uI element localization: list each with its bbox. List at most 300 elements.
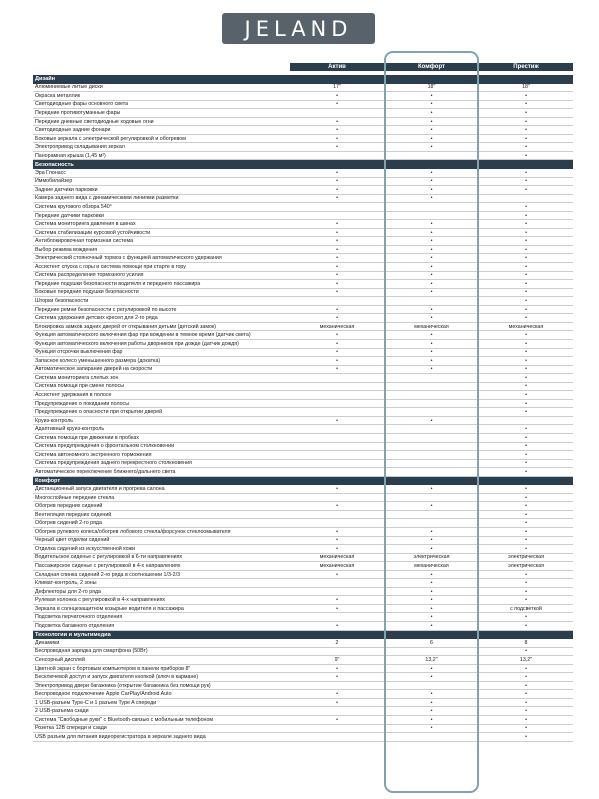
feature-value: •: [336, 332, 338, 339]
feature-value: электрическая: [508, 554, 544, 561]
feature-value: •: [525, 674, 527, 681]
feature-name: Передние подушки безопасности водителя и переднего пассажира: [35, 280, 201, 287]
feature-value: •: [525, 280, 527, 287]
feature-value: •: [336, 272, 338, 279]
feature-value: 2: [335, 639, 339, 646]
section-title: Технологии и мультимедиа: [35, 631, 111, 638]
feature-value: •: [336, 101, 338, 108]
table-row: [33, 254, 573, 263]
table-row: [33, 357, 573, 366]
feature-name: Черный цвет отделки сидений: [35, 537, 110, 544]
feature-value: •: [525, 169, 527, 176]
feature-name: Бесключевой доступ и запуск двигателя кнопкой (ключ в кармане): [35, 674, 199, 681]
table-row: [33, 716, 573, 725]
feature-value: •: [336, 691, 338, 698]
table-row: [33, 528, 573, 537]
feature-value: •: [336, 537, 338, 544]
feature-value: •: [336, 238, 338, 245]
feature-value: •: [336, 92, 338, 99]
brand-logo: JELAND: [222, 13, 375, 44]
feature-value: •: [525, 434, 527, 441]
feature-value: •: [430, 255, 433, 262]
feature-name: Система предупреждения о фронтальном столкновении: [35, 443, 175, 450]
feature-value: •: [525, 503, 527, 510]
table-row: [33, 417, 573, 426]
feature-name: Запасное колесо уменьшенного размера (докатка): [35, 357, 161, 364]
feature-value: •: [336, 699, 338, 706]
table-row: [33, 186, 573, 195]
table-row: [33, 109, 573, 118]
table-row: [33, 699, 573, 708]
feature-value: •: [430, 605, 433, 612]
feature-value: 6: [430, 639, 433, 646]
feature-name: Предупреждение о покидании полосы: [35, 400, 130, 407]
table-row: [33, 391, 573, 400]
feature-name: Боковые зеркала с электрической регулировкой и обогревом: [35, 135, 186, 142]
feature-value: •: [430, 614, 433, 621]
feature-value: •: [430, 332, 433, 339]
feature-name: Ассистент удержания в полосе: [35, 392, 112, 399]
table-row: [33, 289, 573, 298]
feature-name: Подсветка багажного отделения: [35, 622, 115, 629]
feature-value: •: [336, 263, 338, 270]
table-row: [33, 562, 573, 571]
feature-value: •: [525, 306, 527, 313]
feature-name: Рулевая колонка с регулировкой в 4-х направлениях: [35, 597, 166, 604]
feature-value: •: [525, 614, 527, 621]
feature-name: Адаптивный круиз-контроль: [35, 426, 105, 433]
table-row: [33, 519, 573, 528]
table-row: [33, 511, 573, 520]
feature-value: •: [336, 127, 338, 134]
feature-value: •: [525, 298, 527, 304]
feature-value: •: [525, 118, 527, 125]
section-header: [33, 477, 573, 486]
table-row: [33, 613, 573, 622]
feature-name: Отделка сидений из искусственной кожи: [35, 545, 135, 552]
table-row: [33, 451, 573, 460]
table-row: [33, 494, 573, 503]
feature-name: Зеркала в солнцезащитном козырьке водителя и пассажира: [35, 605, 184, 612]
feature-name: Передние противотуманные фары: [35, 109, 121, 116]
table-row: [33, 460, 573, 469]
feature-name: Климат-контроль, 2 зоны: [35, 580, 97, 587]
feature-value: •: [430, 597, 433, 604]
table-row: [33, 349, 573, 358]
feature-value: •: [336, 144, 338, 151]
feature-value: •: [525, 699, 527, 706]
feature-value: •: [525, 520, 527, 527]
feature-value: •: [336, 195, 338, 202]
feature-name: Дистанционный запуск двигателя и прогрева салона: [35, 486, 165, 493]
feature-value: •: [430, 571, 433, 578]
table-row: [33, 443, 573, 452]
feature-value: •: [525, 92, 527, 99]
feature-value: •: [525, 622, 527, 629]
feature-name: Алюминиевые литые диски: [35, 84, 103, 91]
feature-value: •: [336, 716, 338, 723]
feature-value: •: [525, 101, 527, 108]
trim-column-prestizh: Престиж: [513, 64, 539, 70]
table-row: [33, 280, 573, 289]
feature-value: •: [336, 229, 338, 236]
feature-value: •: [430, 674, 433, 681]
feature-value: •: [430, 178, 433, 185]
feature-name: Система "Свободные руки" с Bluetooth-связью с мобильным телефоном: [35, 716, 214, 723]
table-row: [33, 169, 573, 178]
feature-value: •: [525, 144, 527, 151]
feature-value: •: [525, 392, 527, 399]
feature-name: 2 USB-разъема сзади: [35, 708, 89, 715]
table-row: [33, 554, 573, 563]
table-row: [33, 246, 573, 255]
feature-value: 13,2": [425, 656, 438, 663]
feature-value: •: [525, 152, 527, 159]
feature-name: Ассистент спуска с горы и система помощи при старте в гору: [35, 263, 186, 270]
feature-value: •: [525, 135, 527, 142]
feature-value: •: [430, 622, 433, 629]
feature-value: 13,2": [519, 656, 533, 663]
feature-value: •: [430, 109, 433, 116]
table-row: [33, 203, 573, 212]
feature-name: Система распределения тормозного усилия: [35, 272, 144, 279]
feature-value: •: [430, 144, 433, 151]
feature-name: Беспроводное подключение Apple CarPlay/Android Auto: [35, 691, 172, 698]
feature-value: •: [525, 315, 527, 322]
feature-name: Динамики: [35, 639, 60, 646]
feature-name: Система удержания детских кресел для 2-го ряда: [35, 315, 158, 322]
feature-name: Функция автоматического включения фар при вождении в темное время (датчик света): [35, 332, 251, 339]
feature-name: Система мониторинга давления в шинах: [35, 221, 136, 228]
trim-column-aktiv: Актив: [328, 64, 346, 70]
table-row: [33, 92, 573, 101]
feature-name: Задние датчики парковки: [35, 186, 98, 193]
feature-value: электрическая: [413, 554, 450, 561]
table-row: [33, 323, 573, 332]
feature-value: •: [430, 186, 433, 193]
feature-value: •: [525, 409, 527, 416]
feature-value: •: [430, 169, 433, 176]
feature-name: Иммобилайзер: [35, 178, 73, 185]
feature-name: Розетка 12В спереди и сзади: [35, 725, 107, 732]
feature-value: •: [430, 195, 433, 202]
feature-value: •: [525, 528, 527, 535]
table-row: [33, 656, 573, 665]
feature-value: 8: [524, 639, 528, 646]
feature-name: Обогрев сидений 2-го ряда: [35, 520, 102, 527]
table-row: [33, 340, 573, 349]
table-row: [33, 502, 573, 511]
feature-value: •: [336, 545, 338, 552]
feature-value: •: [430, 528, 433, 535]
feature-value: механическая: [319, 323, 355, 330]
table-row: [33, 212, 573, 221]
feature-value: •: [525, 665, 527, 672]
feature-value: •: [336, 597, 338, 604]
table-row: [33, 195, 573, 204]
feature-name: Система стабилизации курсовой устойчивости: [35, 229, 151, 236]
feature-value: •: [336, 503, 338, 510]
table-row: [33, 220, 573, 229]
feature-name: Беспроводная зарядка для смартфона (50Вт): [35, 648, 148, 655]
feature-value: •: [430, 537, 433, 544]
feature-value: •: [430, 503, 433, 510]
feature-name: Функция отсрочки выключения фар: [35, 349, 123, 356]
table-row: [33, 118, 573, 127]
feature-name: Светодиодные фары основного света: [35, 101, 129, 108]
feature-value: •: [430, 340, 433, 347]
feature-value: •: [525, 733, 527, 740]
feature-name: Автоматическое запирание дверей на скорости: [35, 366, 153, 373]
feature-value: •: [525, 648, 527, 655]
feature-value: механическая: [414, 562, 449, 569]
feature-value: •: [336, 417, 338, 424]
feature-value: •: [525, 716, 527, 723]
table-row: [33, 263, 573, 272]
feature-value: 17": [333, 84, 341, 91]
feature-value: •: [525, 511, 527, 518]
feature-name: Передние датчики парковки: [35, 212, 104, 219]
feature-name: Дефлекторы для 2-го ряда: [35, 588, 101, 595]
feature-value: •: [430, 580, 433, 587]
feature-name: Шторки безопасности: [35, 298, 89, 304]
section-title: Дизайн: [35, 76, 56, 83]
feature-name: Передние ремни безопасности с регулировкой по высоте: [35, 306, 177, 313]
feature-name: Антиблокировочная тормозная система: [35, 238, 134, 245]
feature-value: •: [336, 315, 338, 322]
feature-name: Многослойные передние стекла: [35, 494, 115, 501]
table-row: [33, 178, 573, 187]
table-row: [33, 588, 573, 597]
table-row: [33, 135, 573, 144]
feature-value: •: [525, 238, 527, 245]
table-row: [33, 690, 573, 699]
table-row: [33, 408, 573, 417]
table-row: [33, 272, 573, 281]
trim-header: [290, 63, 573, 71]
feature-value: •: [430, 101, 433, 108]
feature-name: Электрический стояночный тормоз с функцией автоматического удержания: [35, 255, 222, 262]
table-row: [33, 622, 573, 631]
feature-value: •: [430, 272, 433, 279]
feature-name: Предупреждение о опасности при открытии дверей: [35, 409, 163, 416]
feature-value: •: [336, 357, 338, 364]
feature-value: •: [430, 716, 433, 723]
feature-value: •: [525, 597, 527, 604]
table-row: [33, 571, 573, 580]
table-row: [33, 639, 573, 648]
feature-name: Функция автоматического включения работы дворников при дожде (датчик дождя): [35, 340, 239, 347]
feature-value: •: [525, 340, 527, 347]
feature-name: Цветной экран с бортовым компьютером в панели приборов 8": [35, 665, 191, 672]
feature-value: •: [336, 486, 338, 493]
feature-value: •: [430, 417, 433, 424]
feature-value: •: [336, 186, 338, 193]
feature-name: Боковые передние подушки безопасности: [35, 289, 139, 296]
feature-value: •: [336, 349, 338, 356]
feature-value: электрическая: [508, 562, 544, 569]
feature-name: Камера заднего вида с динамическими линиями разметки: [35, 195, 179, 202]
feature-name: Вентиляция передних сидений: [35, 511, 112, 518]
feature-name: Система помощи при смене полосы: [35, 383, 125, 390]
table-row: [33, 229, 573, 238]
feature-name: Система автономного экстренного торможения: [35, 451, 152, 458]
feature-value: •: [430, 238, 433, 245]
feature-value: •: [525, 366, 527, 373]
table-row: [33, 425, 573, 434]
feature-value: •: [525, 400, 527, 407]
feature-value: •: [430, 708, 433, 715]
table-row: [33, 126, 573, 135]
feature-value: •: [430, 289, 433, 296]
feature-value: •: [430, 263, 433, 270]
table-row: [33, 366, 573, 375]
table-row: [33, 143, 573, 152]
table-row: [33, 648, 573, 657]
section-title: Безопасность: [35, 161, 74, 168]
feature-value: •: [525, 537, 527, 544]
table-row: [33, 331, 573, 340]
feature-value: •: [525, 468, 527, 475]
feature-name: Электропривод двери багажника (открытие багажника без помощи рук): [35, 682, 211, 689]
feature-value: •: [525, 691, 527, 698]
feature-name: Подсветка перчаточного отделения: [35, 614, 123, 621]
feature-value: •: [525, 221, 527, 228]
feature-value: •: [525, 212, 527, 219]
feature-name: 1 USB-разъем Type-C и 1 разъем Type A спереди: [35, 699, 157, 706]
feature-value: •: [430, 280, 433, 287]
feature-value: •: [430, 306, 433, 313]
feature-value: •: [430, 349, 433, 356]
feature-name: Автоматическое переключение ближнего/дальнего света: [35, 468, 176, 475]
feature-value: •: [336, 528, 338, 535]
feature-value: •: [336, 306, 338, 313]
feature-name: Эра Глонасс: [35, 169, 67, 176]
feature-name: Система помощи при движении в пробках: [35, 434, 140, 441]
feature-value: •: [525, 580, 527, 587]
feature-value: •: [525, 486, 527, 493]
feature-value: •: [525, 178, 527, 185]
table-row: [33, 682, 573, 691]
table-row: [33, 383, 573, 392]
feature-value: •: [430, 366, 433, 373]
feature-value: •: [336, 366, 338, 373]
feature-name: Система предупреждения заднего перекрестного столкновения: [35, 460, 192, 467]
feature-name: Окраска металлик: [35, 92, 81, 99]
feature-name: Блокировка замков задних дверей от открывания детьми (детский замок): [35, 323, 217, 330]
table-row: [33, 733, 573, 742]
feature-value: •: [525, 374, 527, 381]
feature-value: 9": [334, 656, 340, 663]
table-row: [33, 152, 573, 161]
feature-value: •: [525, 460, 527, 467]
feature-value: •: [525, 263, 527, 270]
feature-value: •: [430, 588, 433, 595]
feature-value: •: [525, 246, 527, 253]
table-row: [33, 707, 573, 716]
table-row: [33, 84, 573, 93]
feature-name: Система мониторинга слепых зон: [35, 374, 119, 381]
table-row: [33, 237, 573, 246]
feature-name: Складная спинка сидений 2-го ряда в соотношении 1/3-2/3: [35, 571, 181, 578]
feature-value: •: [430, 691, 433, 698]
feature-value: •: [430, 725, 433, 732]
feature-value: •: [525, 383, 527, 390]
section-header: [33, 631, 573, 640]
feature-value: •: [336, 118, 338, 125]
table-row: [33, 468, 573, 477]
table-row: [33, 725, 573, 734]
table-row: [33, 605, 573, 614]
feature-value: •: [336, 665, 338, 672]
feature-value: •: [430, 665, 433, 672]
feature-value: механическая: [508, 323, 544, 330]
table-row: [33, 374, 573, 383]
table-row: [33, 537, 573, 546]
table-row: [33, 579, 573, 588]
feature-value: •: [430, 127, 433, 134]
feature-value: •: [525, 203, 527, 210]
feature-value: •: [525, 349, 527, 356]
feature-value: 18": [522, 84, 530, 91]
feature-value: •: [430, 135, 433, 142]
feature-value: •: [336, 246, 338, 253]
feature-value: механическая: [319, 554, 355, 561]
feature-value: •: [336, 135, 338, 142]
spec-table: [33, 75, 573, 742]
feature-value: •: [525, 451, 527, 458]
section-header: [33, 75, 573, 84]
table-row: [33, 673, 573, 682]
feature-name: USB разъем для питания видеорегистратора в зеркале заднего вида: [35, 733, 206, 740]
feature-name: Обогрев передних сидений: [35, 503, 103, 510]
table-row: [33, 485, 573, 494]
feature-value: •: [336, 221, 338, 228]
trim-column-komfort: Комфорт: [418, 64, 445, 70]
feature-value: с подсветкой: [510, 605, 542, 612]
feature-value: •: [336, 605, 338, 612]
feature-value: •: [525, 127, 527, 134]
table-row: [33, 596, 573, 605]
feature-name: Электропривод складывания зеркал: [35, 144, 125, 151]
section-title: Комфорт: [35, 477, 61, 484]
table-row: [33, 665, 573, 674]
feature-name: Пассажирское сиденье с регулировкой в 4-х направлениях: [35, 562, 181, 569]
feature-value: •: [430, 221, 433, 228]
feature-value: •: [525, 545, 527, 552]
feature-value: •: [525, 229, 527, 236]
table-row: [33, 297, 573, 306]
feature-value: •: [525, 255, 527, 262]
feature-value: •: [336, 178, 338, 185]
table-row: [33, 306, 573, 315]
table-row: [33, 545, 573, 554]
feature-value: •: [336, 280, 338, 287]
table-row: [33, 314, 573, 323]
feature-value: •: [525, 109, 527, 116]
feature-value: •: [430, 357, 433, 364]
feature-value: •: [525, 272, 527, 279]
feature-value: •: [430, 699, 433, 706]
section-header: [33, 160, 573, 169]
feature-value: •: [525, 186, 527, 193]
feature-value: •: [336, 289, 338, 296]
feature-value: •: [525, 289, 527, 296]
feature-value: •: [430, 118, 433, 125]
feature-name: Передние дневные светодиодные ходовые огни: [35, 118, 154, 125]
table-row: [33, 400, 573, 409]
feature-name: Круиз-контроль: [35, 417, 74, 424]
